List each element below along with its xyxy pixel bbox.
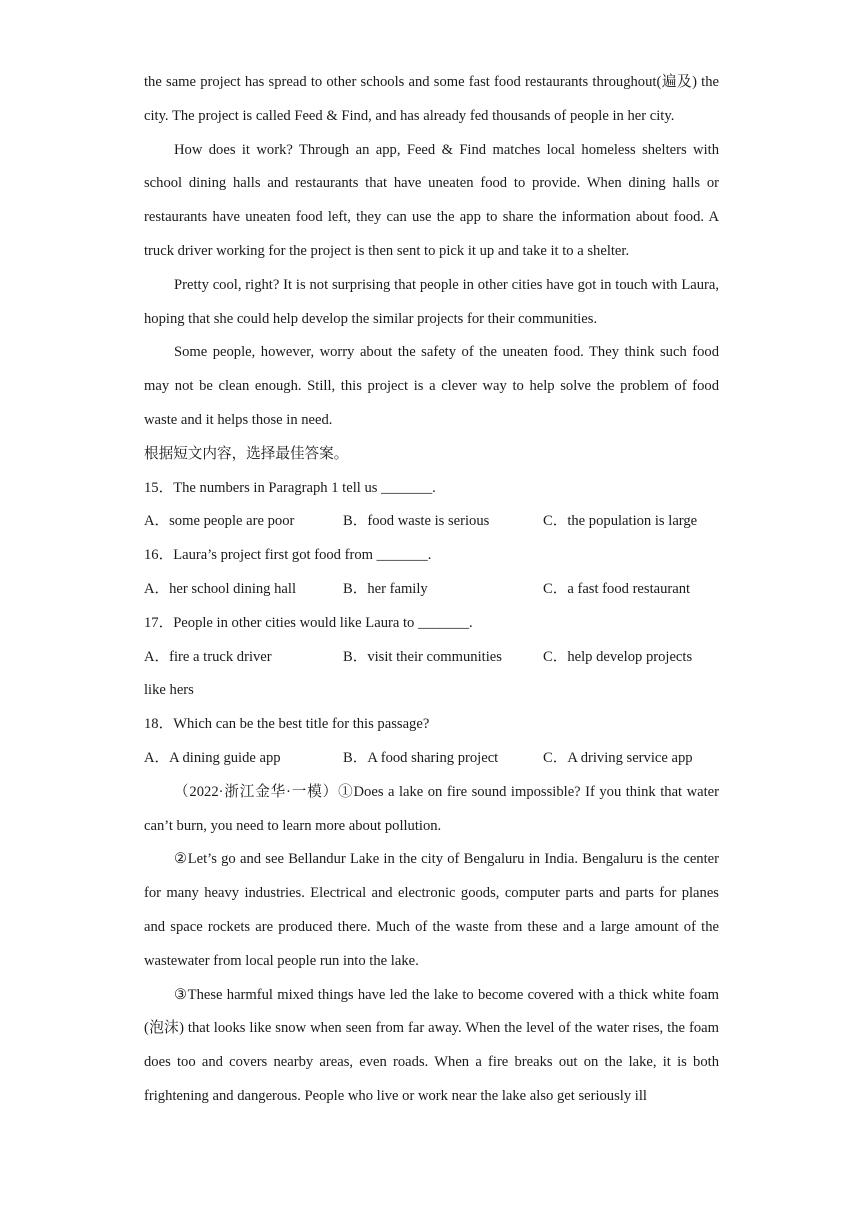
question-16-option-b: B．her family	[343, 580, 428, 597]
question-17-stem: 17．People in other cities would like Laura to _______.	[144, 614, 473, 631]
passage2-paragraph-3: ③These harmful mixed things have led the lake to become covered with a thick white foam (泡沫) that looks like snow when seen from far away. When the level of the water rises, the foam does too and covers nearby areas, even roads. When a fire breaks out on the lake, it is both frightening and dangerous. People who live or work near the lake also get seriously ill	[144, 986, 719, 1104]
question-15-option-b: B．food waste is serious	[343, 513, 490, 530]
passage1-paragraph-1: the same project has spread to other schools and some fast food restaurants throughout(遍及) the city. The project is called Feed & Find, and has already fed thousands of people in her city.	[144, 74, 719, 124]
question-18-option-c: C．A driving service app	[543, 749, 693, 766]
question-15-option-c: C．the population is large	[543, 513, 698, 530]
question-16-options	[144, 573, 719, 607]
question-15-option-a: A．some people are poor	[144, 513, 295, 530]
question-16-option-a: A．her school dining hall	[144, 580, 296, 597]
question-18-option-a: A．A dining guide app	[144, 749, 281, 766]
question-16-stem: 16．Laura’s project first got food from _______.	[144, 547, 432, 564]
question-17-option-c-wrap: like hers	[144, 682, 194, 699]
passage1-paragraph-2: How does it work? Through an app, Feed & Find matches local homeless shelters with school dining halls and restaurants that have uneaten food to provide. When dining halls or restaurants have uneaten food left, they can use the app to share the information about food. A truck driver working for the project is then sent to pick it up and take it to a shelter.	[144, 141, 719, 259]
question-15-options	[144, 505, 719, 539]
question-15-stem: 15．The numbers in Paragraph 1 tell us _______.	[144, 479, 436, 496]
question-17-option-b: B．visit their communities	[343, 648, 502, 665]
question-18-stem: 18．Which can be the best title for this passage?	[144, 716, 430, 733]
passage2-paragraph-2: ②Let’s go and see Bellandur Lake in the city of Bengaluru in India. Bengaluru is the center for many heavy industries. Electrical and electronic goods, computer parts and parts for planes and space rockets are produced there. Much of the waste from these and a large amount of the wastewater from local people run into the lake.	[144, 851, 719, 969]
question-17-options	[144, 641, 719, 675]
instruction: 根据短文内容，选择最佳答案。	[144, 445, 349, 462]
question-16-option-c: C．a fast food restaurant	[543, 580, 691, 597]
document-page	[144, 66, 719, 1114]
question-18-option-b: B．A food sharing project	[343, 749, 499, 766]
passage1-paragraph-3: Pretty cool, right? It is not surprising that people in other cities have got in touch with Laura, hoping that she could help develop the similar projects for their communities.	[144, 276, 719, 327]
question-17-option-a: A．fire a truck driver	[144, 648, 272, 665]
question-18-options	[144, 742, 719, 776]
passage1-paragraph-4: Some people, however, worry about the safety of the uneaten food. They think such food may not be clean enough. Still, this project is a clever way to help solve the problem of food waste and it helps those in need.	[144, 344, 719, 428]
passage2-paragraph-1: （2022·浙江金华·一模）①Does a lake on fire sound impossible? If you think that water can’t burn, you need to learn more about pollution.	[144, 783, 719, 834]
question-17-option-c: C．help develop projects	[543, 648, 693, 665]
